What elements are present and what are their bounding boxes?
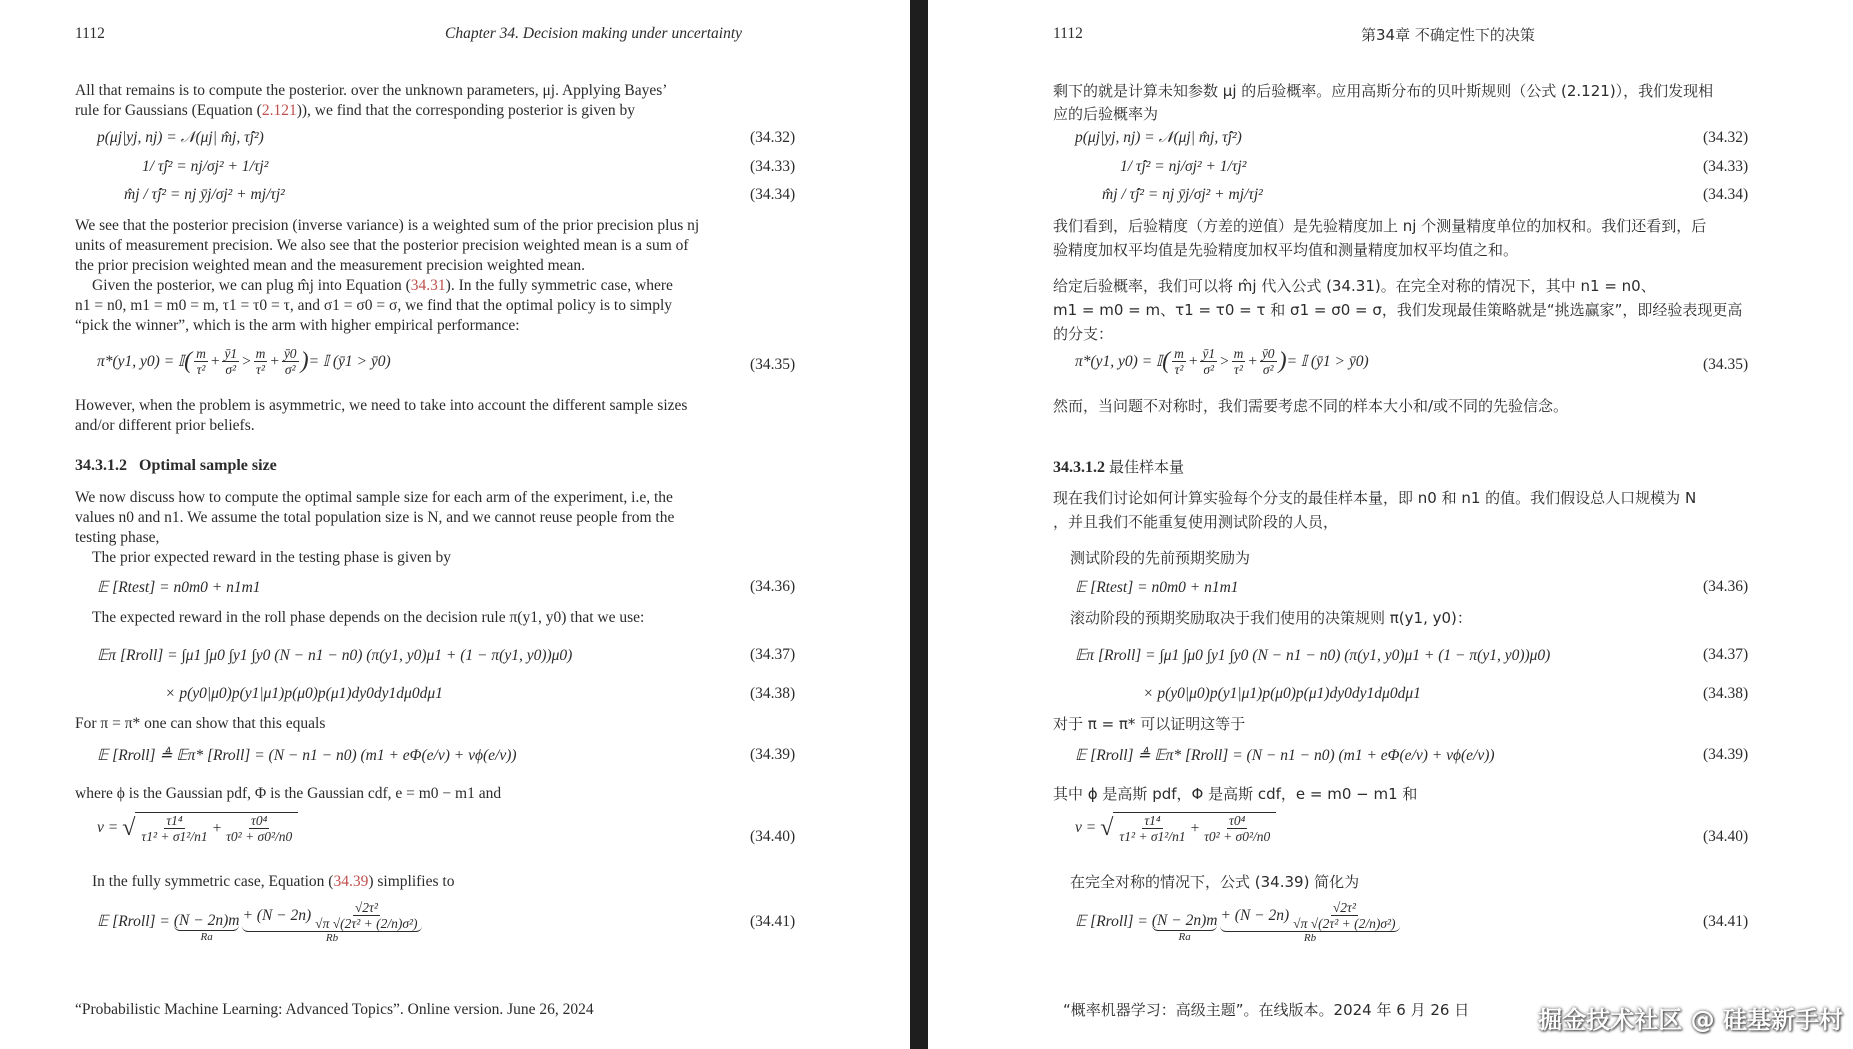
equation-number: (34.37) [1703, 646, 1749, 663]
equation-number: (34.41) [1703, 913, 1749, 930]
page-gutter [910, 0, 928, 1049]
paragraph-line: All that remains is to compute the posterior. over the unknown parameters, μj. Applying Bayes’ [75, 82, 668, 99]
paragraph-line: 验精度加权平均值是先验精度加权平均值和测量精度加权平均值之和。 [1053, 241, 1519, 259]
paragraph-line: values n0 and n1. We assume the total population size is N, and we cannot reuse people from the [75, 509, 675, 526]
paragraph-line: 滚动阶段的预期奖励取决于我们使用的决策规则 π(y1, y0)： [1070, 609, 1472, 627]
paragraph-line: 测试阶段的先前预期奖励为 [1070, 549, 1251, 567]
equation: p(μj|yj, nj) = 𝒩(μj| m̂j, τ̂j²) [97, 129, 264, 146]
equation-v: v = √ $\frac{\text{τ1⁴}}{\text{τ1² + σ1²/n1}}$ + $\frac{\text{τ0⁴}}{\text{τ0² + σ0²/n0}}$ [97, 812, 298, 844]
equation-number: (34.40) [1703, 828, 1749, 845]
equation-number: (34.35) [750, 356, 796, 373]
paragraph-line: 剩下的就是计算未知参数 μj 的后验概率。应用高斯分布的贝叶斯规则（公式 (2.121)），我们发现相 [1053, 82, 1714, 100]
equation-v: v = √ $\frac{\text{τ1⁴}}{\text{τ1² + σ1²/n1}}$ + $\frac{\text{τ0⁴}}{\text{τ0² + σ0²/n0}}$ [1075, 812, 1276, 844]
paragraph-line: Given the posterior, we can plug m̂j into Equation (34.31). In the fully symmetric case, where [92, 277, 673, 294]
page-number: 1112 [1053, 25, 1083, 42]
equation: m̂j / τ̂j² = nj ȳj/σj² + mj/τj² [124, 186, 285, 203]
paragraph-line: n1 = n0, m1 = m0 = m, τ1 = τ0 = τ, and σ1 = σ0 = σ, we find that the optimal policy is to simply [75, 297, 673, 314]
equation: 1/ τ̂j² = nj/σj² + 1/τj² [142, 158, 269, 175]
page-footer: “概率机器学习：高级主题”。在线版本。2024 年 6 月 26 日 [1063, 1001, 1470, 1019]
paragraph-line: m1 = m0 = m、τ1 = τ0 = τ 和 σ1 = σ0 = σ，我们发现最佳策略就是“挑选赢家”，即经验表现更高 [1053, 301, 1743, 319]
paragraph-line: 在完全对称的情况下，公式 (34.39) 简化为 [1070, 873, 1360, 891]
equation: m̂j / τ̂j² = nj ȳj/σj² + mj/τj² [1102, 186, 1263, 203]
equation-number: (34.34) [750, 186, 796, 203]
section-heading: 34.3.1.2 Optimal sample size [75, 457, 277, 474]
paragraph-line: 现在我们讨论如何计算实验每个分支的最佳样本量，即 n0 和 n1 的值。我们假设总人口规模为 N [1053, 489, 1697, 507]
chapter-header: 第34章 不确定性下的决策 [1361, 26, 1535, 44]
page-number: 1112 [75, 25, 105, 42]
equation-number: (34.40) [750, 828, 796, 845]
equation-roll-reward: 𝔼 [Rroll] = (N − 2n)m Ra + (N − 2n) $\frac{\text{√2τ²}}{\text{√π √(2τ² + (2/n)σ²)}}$ Rb [1075, 900, 1400, 944]
paragraph-line: 然而，当问题不对称时，我们需要考虑不同的样本大小和/或不同的先验信念。 [1053, 397, 1569, 415]
paragraph-line: 其中 ϕ 是高斯 pdf，Φ 是高斯 cdf，e = m0 − m1 和 [1053, 785, 1418, 803]
paragraph-line: In the fully symmetric case, Equation (34.39) simplifies to [92, 873, 455, 890]
equation-link[interactable]: 34.31 [410, 277, 446, 294]
page-footer: “Probabilistic Machine Learning: Advanced Topics”. Online version. June 26, 2024 [75, 1001, 594, 1018]
paragraph-line: We see that the posterior precision (inverse variance) is a weighted sum of the prior precision plus nj [75, 217, 700, 234]
paragraph-line: 的分支： [1053, 325, 1114, 343]
paragraph-line: We now discuss how to compute the optimal sample size for each arm of the experiment, i.e, the [75, 489, 673, 506]
equation-number: (34.35) [1703, 356, 1749, 373]
equation-number: (34.32) [1703, 129, 1749, 146]
equation: 1/ τ̂j² = nj/σj² + 1/τj² [1120, 158, 1247, 175]
english-page [0, 0, 910, 1049]
equation: p(μj|yj, nj) = 𝒩(μj| m̂j, τ̂j²) [1075, 129, 1242, 146]
equation-pick-winner: π*(y1, y0) = 𝕀 ( $\frac{m}{\text{τ²}}$ + $\frac{ȳ1}{\text{σ²}}$ > $\frac{m}{\text{τ²}}$ + $\frac{ȳ0}{\text{σ²}}$ ) = 𝕀 (ȳ1 > ȳ0) [1075, 346, 1369, 377]
equation-number: (34.32) [750, 129, 796, 146]
paragraph-line: testing phase, [75, 529, 160, 546]
paragraph-line: rule for Gaussians (Equation (2.121)), we find that the corresponding posterior is given by [75, 102, 636, 119]
equation-number: (34.34) [1703, 186, 1749, 203]
paragraph-line: units of measurement precision. We also see that the posterior precision weighted mean is a sum of [75, 237, 689, 254]
equation-link[interactable]: 2.121 [261, 102, 297, 119]
paragraph-line: and/or different prior beliefs. [75, 417, 255, 434]
paragraph-line: the prior precision weighted mean and the measurement precision weighted mean. [75, 257, 586, 274]
paragraph-line: 我们看到，后验精度（方差的逆值）是先验精度加上 nj 个测量精度单位的加权和。我们还看到，后 [1053, 217, 1707, 235]
paragraph-line: However, when the problem is asymmetric, we need to take into account the different sample sizes [75, 397, 688, 414]
equation-number: (34.38) [750, 685, 796, 702]
paragraph-line: where ϕ is the Gaussian pdf, Φ is the Gaussian cdf, e = m0 − m1 and [75, 785, 502, 802]
equation: 𝔼 [Rtest] = n0m0 + n1m1 [97, 579, 261, 596]
equation-link[interactable]: 34.39 [333, 873, 369, 890]
equation-number: (34.38) [1703, 685, 1749, 702]
equation-number: (34.33) [750, 158, 796, 175]
paragraph-line: The prior expected reward in the testing phase is given by [92, 549, 451, 566]
paragraph-line: 对于 π = π* 可以证明这等于 [1053, 715, 1246, 733]
equation-number: (34.39) [750, 746, 796, 763]
equation: × p(y0|μ0)p(y1|μ1)p(μ0)p(μ1)dy0dy1dμ0dμ1 [1143, 685, 1421, 702]
paragraph-line: 应的后验概率为 [1053, 105, 1159, 123]
equation: 𝔼 [Rroll] ≜ 𝔼π* [Rroll] = (N − n1 − n0) (m1 + eΦ(e/v) + vϕ(e/v)) [97, 747, 517, 764]
section-heading: 34.3.1.2 最佳样本量 [1053, 458, 1185, 476]
paragraph-line: ，并且我们不能重复使用测试阶段的人员， [1053, 513, 1339, 531]
equation-number: (34.36) [750, 578, 796, 595]
paragraph-line: The expected reward in the roll phase depends on the decision rule π(y1, y0) that we use: [92, 609, 645, 626]
equation-number: (34.39) [1703, 746, 1749, 763]
chinese-page [928, 0, 1853, 1049]
equation-pick-winner: π*(y1, y0) = 𝕀 ( $\frac{m}{\text{τ²}}$ + $\frac{ȳ1}{\text{σ²}}$ > $\frac{m}{\text{τ²}}$ + $\frac{ȳ0}{\text{σ²}}$ ) = 𝕀 (ȳ1 > ȳ0) [97, 346, 391, 377]
equation-number: (34.37) [750, 646, 796, 663]
equation: 𝔼 [Rroll] ≜ 𝔼π* [Rroll] = (N − n1 − n0) (m1 + eΦ(e/v) + vϕ(e/v)) [1075, 747, 1495, 764]
equation-number: (34.33) [1703, 158, 1749, 175]
chapter-header: Chapter 34. Decision making under uncertainty [445, 25, 743, 42]
equation: × p(y0|μ0)p(y1|μ1)p(μ0)p(μ1)dy0dy1dμ0dμ1 [165, 685, 443, 702]
paragraph-line: For π = π* one can show that this equals [75, 715, 326, 732]
equation-roll-reward: 𝔼 [Rroll] = (N − 2n)m Ra + (N − 2n) $\frac{\text{√2τ²}}{\text{√π √(2τ² + (2/n)σ²)}}$ Rb [97, 900, 422, 944]
watermark: 掘金技术社区 @ 硅基新手村 [1538, 1006, 1843, 1034]
equation: 𝔼 [Rtest] = n0m0 + n1m1 [1075, 579, 1239, 596]
equation: 𝔼π [Rroll] = ∫μ1 ∫μ0 ∫y1 ∫y0 (N − n1 − n0) (π(y1, y0)μ1 + (1 − π(y1, y0))μ0) [1075, 647, 1551, 664]
equation: 𝔼π [Rroll] = ∫μ1 ∫μ0 ∫y1 ∫y0 (N − n1 − n0) (π(y1, y0)μ1 + (1 − π(y1, y0))μ0) [97, 647, 573, 664]
paragraph-line: 给定后验概率，我们可以将 m̂j 代入公式 (34.31)。在完全对称的情况下，其中 n1 = n0、 [1053, 277, 1656, 295]
paragraph-line: “pick the winner”, which is the arm with higher empirical performance: [75, 317, 520, 334]
equation-number: (34.41) [750, 913, 796, 930]
equation-number: (34.36) [1703, 578, 1749, 595]
